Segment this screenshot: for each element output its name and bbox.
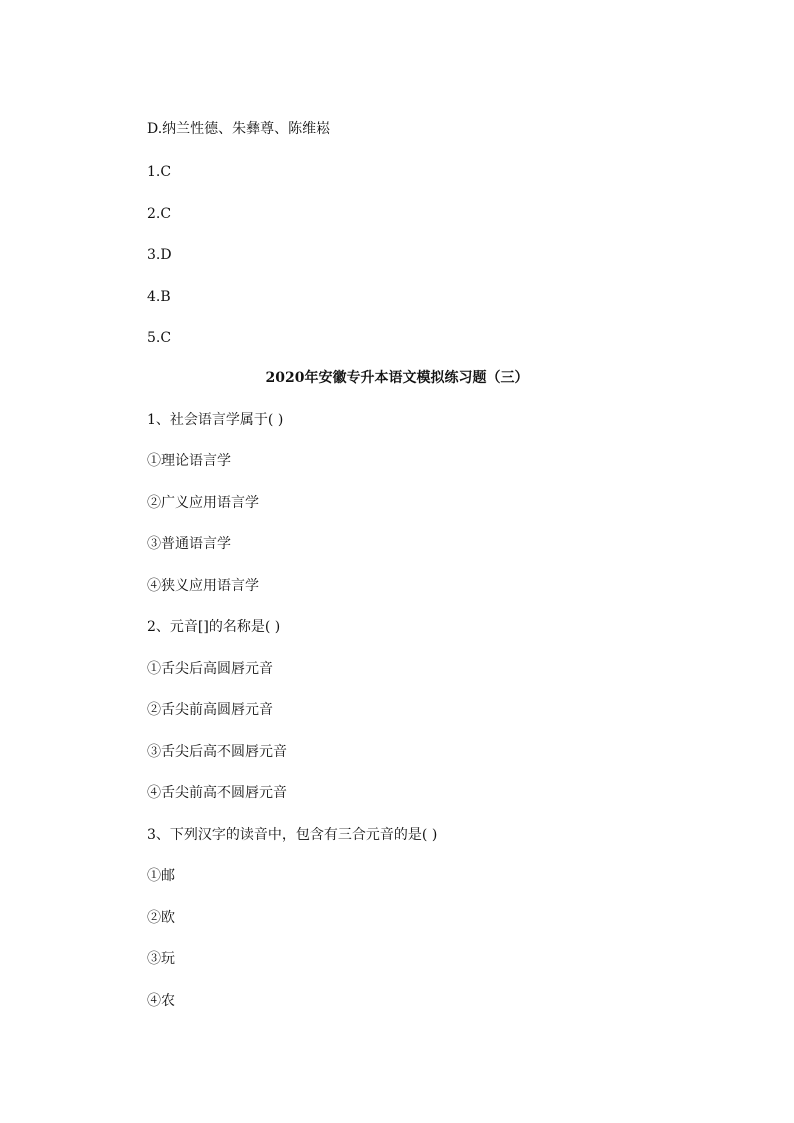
answer-4: 4.B	[147, 289, 171, 305]
question-2-stem: 2、元音[]的名称是( )	[147, 619, 281, 635]
question-3-option-1: ①邮	[147, 868, 175, 884]
question-2-option-2: ②舌尖前高圆唇元音	[147, 702, 273, 718]
question-1-option-4: ④狭义应用语言学	[147, 578, 259, 594]
answer-3: 3.D	[147, 247, 172, 263]
answer-1: 1.C	[147, 164, 172, 180]
question-1-option-1: ①理论语言学	[147, 453, 231, 469]
section-title: 2020年安徽专升本语文模拟练习题（三）	[265, 370, 529, 386]
question-3-option-4: ④农	[147, 993, 175, 1009]
question-2-option-3: ③舌尖后高不圆唇元音	[147, 744, 287, 760]
question-1-option-2: ②广义应用语言学	[147, 495, 259, 511]
answer-5: 5.C	[147, 330, 172, 346]
question-1-stem: 1、社会语言学属于( )	[147, 412, 284, 428]
question-3-stem: 3、下列汉字的读音中，包含有三合元音的是( )	[147, 827, 438, 843]
question-2-option-1: ①舌尖后高圆唇元音	[147, 661, 273, 677]
question-2-option-4: ④舌尖前高不圆唇元音	[147, 785, 287, 801]
question-3-option-3: ③玩	[147, 951, 175, 967]
previous-option-d: D.纳兰性德、朱彝尊、陈维崧	[147, 121, 331, 137]
question-3-option-2: ②欧	[147, 910, 175, 926]
question-1-option-3: ③普通语言学	[147, 536, 231, 552]
answer-2: 2.C	[147, 206, 172, 222]
